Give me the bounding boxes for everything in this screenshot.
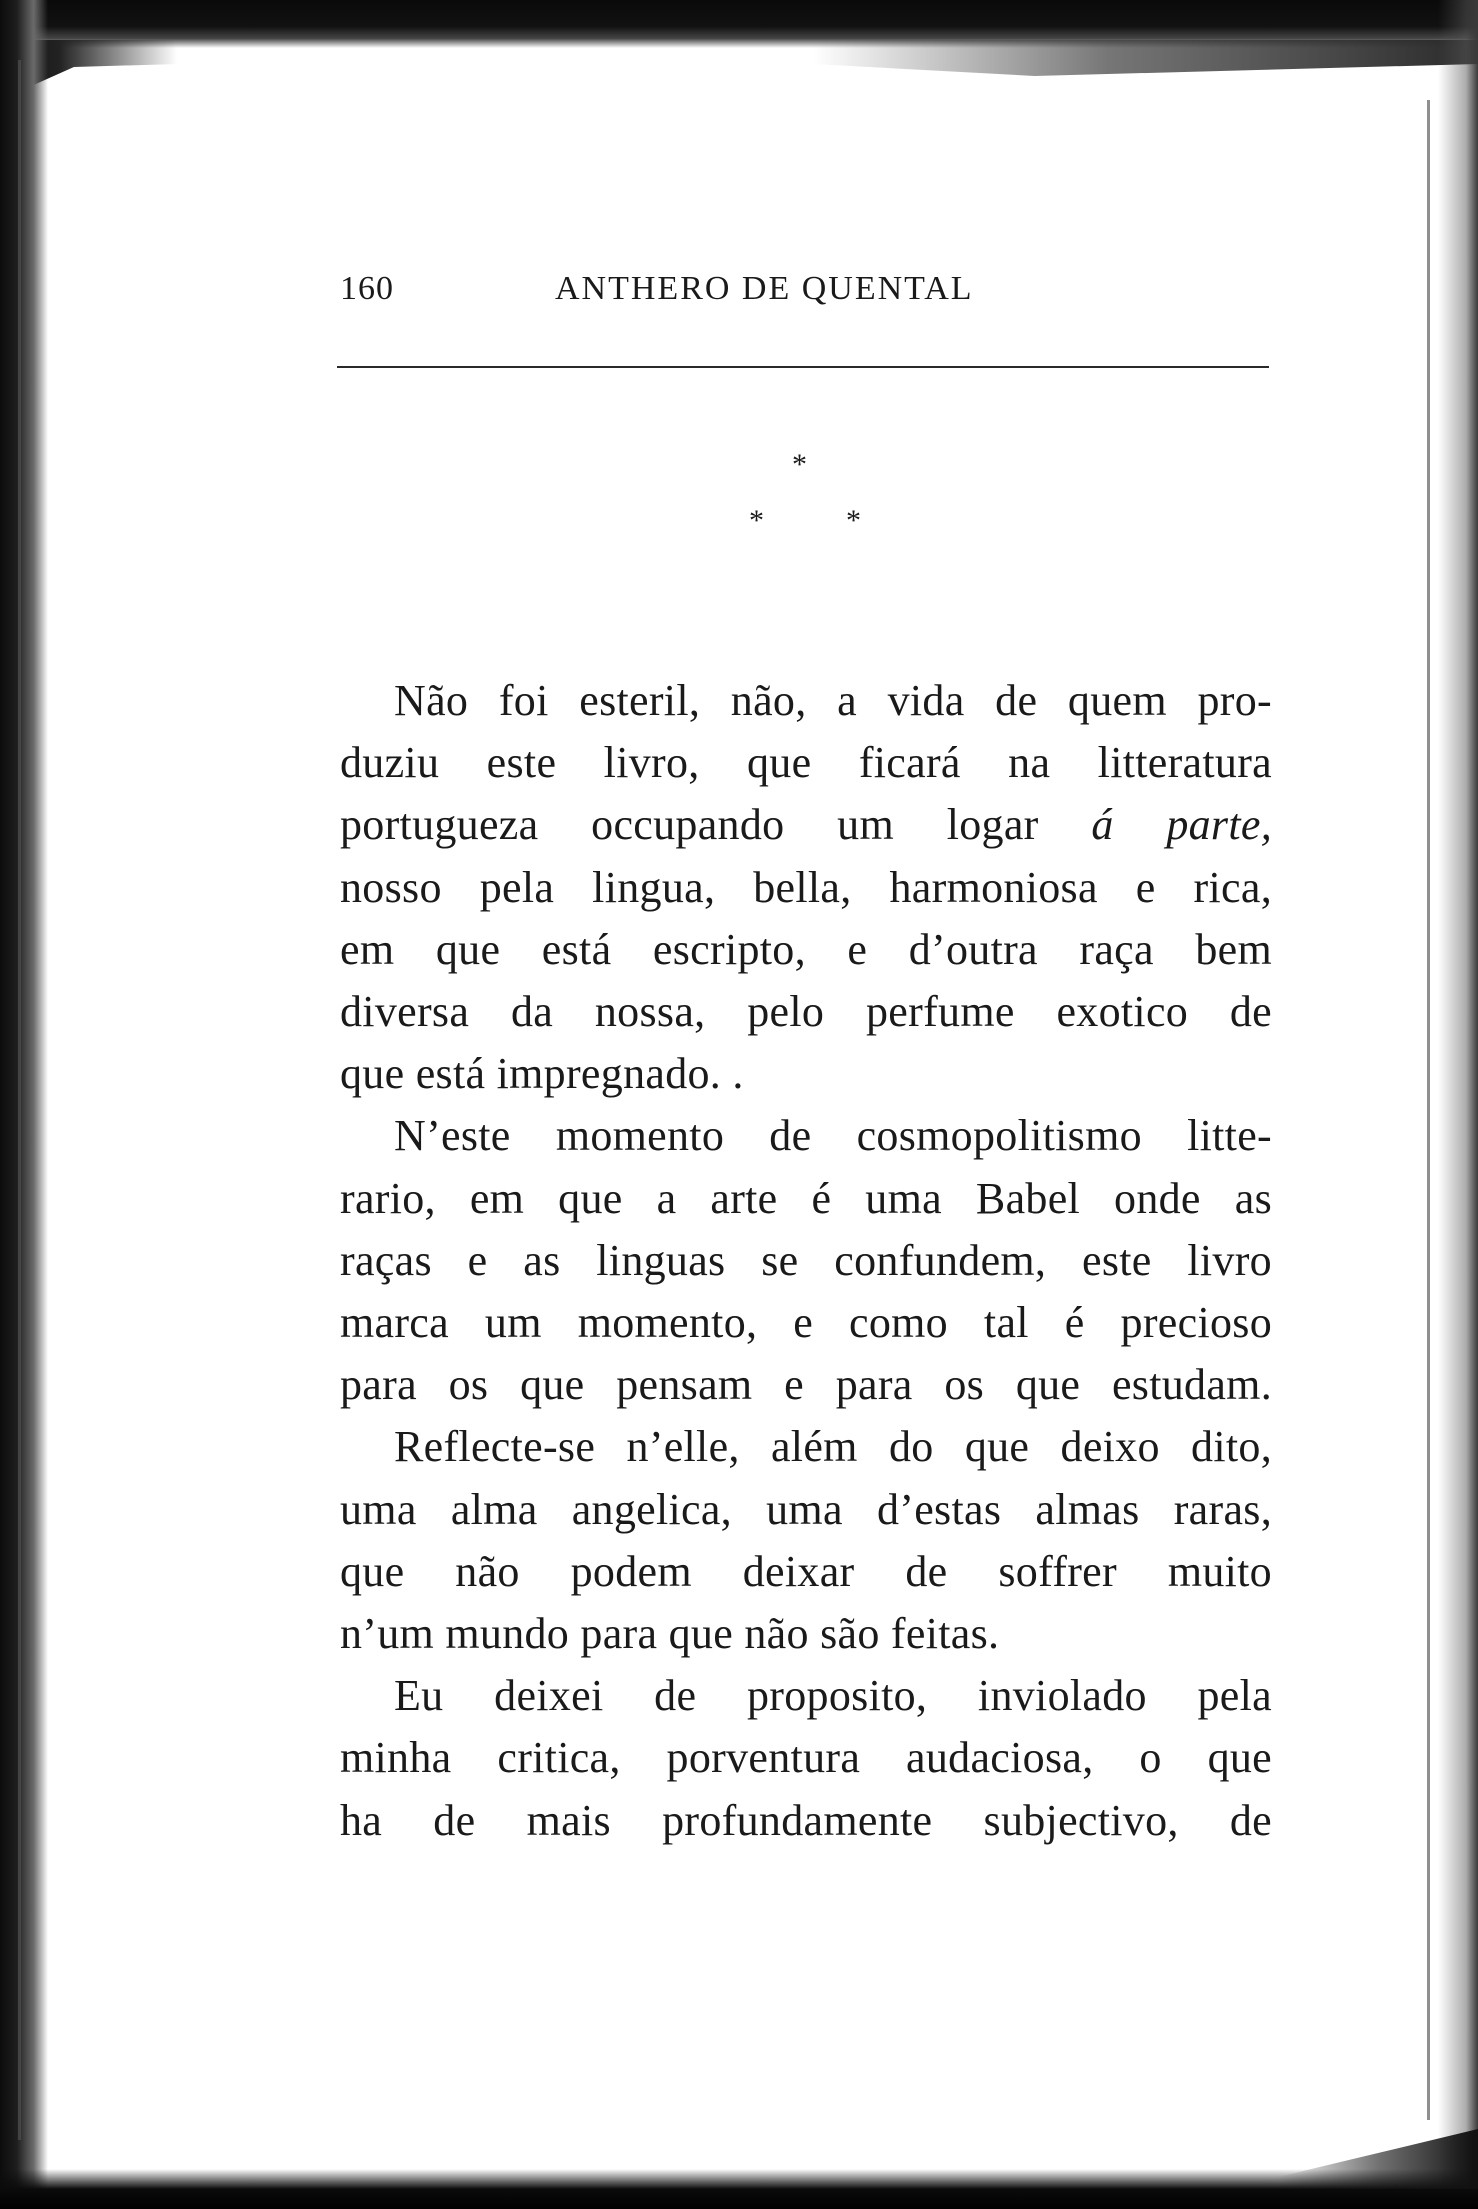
scan-edge-bottom-curl bbox=[1278, 2129, 1478, 2189]
text-line: que não podem deixar de soffrer muito bbox=[340, 1546, 1272, 1596]
text-line: ha de mais profundamente subjectivo, de bbox=[340, 1795, 1272, 1845]
paragraph-3 bbox=[340, 1416, 1272, 1665]
text-line-part: portugueza occupando um logar bbox=[340, 800, 1092, 850]
text-line: uma alma angelica, uma d’estas almas raras, bbox=[340, 1484, 1272, 1534]
body-text bbox=[340, 670, 1272, 1852]
scan-edge-bottom bbox=[0, 2169, 1478, 2209]
running-title: ANTHERO DE QUENTAL bbox=[555, 270, 974, 307]
scan-edge-top-curl bbox=[0, 40, 1478, 100]
scan-edge-right-line bbox=[1427, 100, 1430, 2120]
text-line: para os que pensam e para os que estudam. bbox=[340, 1360, 1272, 1410]
text-line: Não foi esteril, não, a vida de quem pro- bbox=[394, 676, 1272, 725]
header-rule bbox=[337, 366, 1269, 368]
paragraph-4 bbox=[340, 1665, 1272, 1852]
running-header bbox=[340, 270, 1270, 330]
asterism bbox=[720, 448, 890, 538]
italic-phrase: á parte, bbox=[1091, 800, 1272, 850]
paragraph-2 bbox=[340, 1105, 1272, 1416]
text-line: rario, em que a arte é uma Babel onde as bbox=[340, 1173, 1272, 1223]
scan-edge-left-line bbox=[18, 60, 21, 2140]
scan-edge-left bbox=[0, 0, 48, 2209]
text-line: raças e as linguas se confundem, este livro bbox=[340, 1235, 1272, 1285]
page-number: 160 bbox=[340, 270, 394, 307]
text-line: N’este momento de cosmopolitismo litte- bbox=[394, 1111, 1272, 1161]
text-line: nosso pela lingua, bella, harmoniosa e rica, bbox=[340, 862, 1272, 912]
text-line: Reflecte-se n’elle, além do que deixo dito, bbox=[394, 1422, 1272, 1472]
scan-edge-right bbox=[1438, 0, 1478, 2209]
asterism-star: * bbox=[846, 504, 861, 537]
text-line: minha critica, porventura audaciosa, o que bbox=[340, 1733, 1272, 1783]
text-line: duziu este livro, que ficará na litteratura bbox=[340, 738, 1272, 788]
paragraph-1 bbox=[340, 670, 1272, 1105]
asterism-star: * bbox=[749, 504, 764, 537]
text-line: em que está escripto, e d’outra raça bem bbox=[340, 924, 1272, 974]
text-line: n’um mundo para que não são feitas. bbox=[340, 1609, 1000, 1659]
text-line: diversa da nossa, pelo perfume exotico de bbox=[340, 987, 1272, 1037]
text-line: que está impregnado. . bbox=[340, 1049, 744, 1099]
text-line: marca um momento, e como tal é precioso bbox=[340, 1298, 1272, 1348]
text-line bbox=[340, 794, 1272, 856]
asterism-star: * bbox=[792, 448, 807, 481]
text-line: Eu deixei de proposito, inviolado pela bbox=[394, 1671, 1272, 1721]
